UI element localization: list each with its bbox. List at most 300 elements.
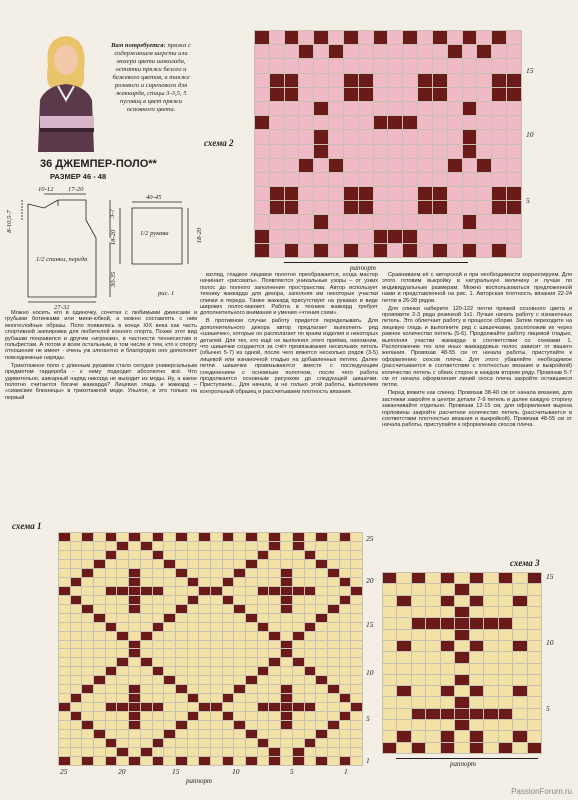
grid-cell — [176, 542, 187, 550]
grid-cell — [426, 686, 439, 696]
grid-cell — [164, 614, 175, 622]
grid-cell — [129, 605, 140, 613]
grid-cell — [388, 230, 402, 243]
grid-cell — [328, 658, 339, 666]
grid-cell — [433, 159, 447, 172]
grid-cell — [281, 560, 292, 568]
grid-cell — [397, 697, 410, 707]
grid-cell — [176, 748, 187, 756]
text-col3-p2: Для спинки наберите 120-122 петли пряжей основного цвета и провяжите 2-3 ряда резинкой 1х1. Лучше начать работу с изнаночных петель. Это облегчает работу в процессе сборки. Затем переходите на лицевую гладь и выполните ряд с шишечками, расположив их через равное количество петель (5-6). Продолжайте работу лицевой гладью, выполняя участки жаккарда в соответствии со схемами 1. Расположение тех или иных жаккардовых полос зависит от вашего желания. Провязав 48-55 см от начала работы, приступайте к оформлению скосов плеча. Для этого убавляйте необходимое (рассчитывается в соответствии с плотностью вязания и выкройкой) количество петель с обеих сторон в каждом втором ряду. Провязав 5-7 см от начала оформления линий скоса плеча закройте оставшиеся петли. — [382, 305, 572, 389]
grid-cell — [82, 569, 93, 577]
grid-cell — [269, 596, 280, 604]
grid-cell — [328, 551, 339, 559]
grid-cell — [448, 74, 462, 87]
grid-cell — [199, 605, 210, 613]
dim-armhole: 18-20 — [110, 229, 118, 246]
grid-cell — [211, 623, 222, 631]
grid-cell — [246, 542, 257, 550]
grid-cell — [351, 730, 362, 738]
grid-cell — [351, 614, 362, 622]
grid-cell — [344, 59, 358, 72]
grid-cell — [164, 667, 175, 675]
grid-cell — [199, 551, 210, 559]
grid-cell — [470, 584, 483, 594]
grid-cell — [293, 533, 304, 541]
grid-cell — [270, 45, 284, 58]
grid-cell — [270, 145, 284, 158]
grid-cell — [153, 596, 164, 604]
grid-cell — [82, 551, 93, 559]
scheme1-row-25: 25 — [366, 534, 374, 543]
grid-cell — [94, 641, 105, 649]
grid-cell — [223, 542, 234, 550]
grid-cell — [71, 641, 82, 649]
grid-cell — [528, 686, 541, 696]
grid-cell — [448, 31, 462, 44]
grid-cell — [441, 584, 454, 594]
grid-cell — [258, 533, 269, 541]
grid-cell — [397, 720, 410, 730]
grid-cell — [117, 748, 128, 756]
grid-cell — [388, 201, 402, 214]
grid-cell — [199, 587, 210, 595]
grid-cell — [418, 201, 432, 214]
grid-cell — [71, 649, 82, 657]
grid-cell — [463, 187, 477, 200]
grid-cell — [314, 88, 328, 101]
grid-cell — [305, 605, 316, 613]
grid-cell — [329, 201, 343, 214]
grid-cell — [129, 748, 140, 756]
grid-cell — [492, 201, 506, 214]
grid-cell — [305, 587, 316, 595]
grid-cell — [59, 569, 70, 577]
grid-cell — [397, 573, 410, 583]
grid-cell — [426, 720, 439, 730]
grid-cell — [153, 694, 164, 702]
grid-cell — [199, 667, 210, 675]
grid-cell — [383, 573, 396, 583]
grid-cell — [316, 569, 327, 577]
grid-cell — [314, 145, 328, 158]
grid-cell — [513, 652, 526, 662]
grid-cell — [293, 605, 304, 613]
grid-cell — [153, 757, 164, 765]
scheme2-title: схема 2 — [204, 138, 234, 148]
grid-cell — [316, 676, 327, 684]
grid-cell — [255, 159, 269, 172]
grid-cell — [340, 614, 351, 622]
grid-cell — [499, 584, 512, 594]
grid-cell — [513, 743, 526, 753]
grid-cell — [293, 757, 304, 765]
grid-cell — [433, 130, 447, 143]
grid-cell — [314, 59, 328, 72]
grid-cell — [211, 658, 222, 666]
grid-cell — [418, 59, 432, 72]
grid-cell — [285, 31, 299, 44]
grid-cell — [164, 676, 175, 684]
grid-cell — [255, 45, 269, 58]
scheme1-col-1: 1 — [344, 767, 348, 776]
grid-cell — [328, 649, 339, 657]
grid-cell — [344, 74, 358, 87]
grid-cell — [344, 116, 358, 129]
grid-cell — [340, 569, 351, 577]
grid-cell — [484, 675, 497, 685]
grid-cell — [455, 618, 468, 628]
grid-cell — [94, 632, 105, 640]
grid-cell — [270, 244, 284, 257]
grid-cell — [94, 569, 105, 577]
grid-cell — [71, 623, 82, 631]
grid-cell — [285, 159, 299, 172]
grid-cell — [513, 607, 526, 617]
grid-cell — [164, 748, 175, 756]
grid-cell — [129, 551, 140, 559]
grid-cell — [351, 712, 362, 720]
grid-cell — [328, 676, 339, 684]
grid-cell — [188, 739, 199, 747]
grid-cell — [199, 578, 210, 586]
grid-cell — [164, 569, 175, 577]
grid-cell — [153, 551, 164, 559]
grid-cell — [59, 605, 70, 613]
grid-cell — [433, 145, 447, 158]
grid-cell — [316, 542, 327, 550]
grid-cell — [269, 703, 280, 711]
grid-cell — [255, 31, 269, 44]
grid-cell — [484, 743, 497, 753]
grid-cell — [188, 551, 199, 559]
grid-cell — [463, 201, 477, 214]
grid-cell — [340, 703, 351, 711]
grid-cell — [528, 618, 541, 628]
grid-cell — [106, 694, 117, 702]
grid-cell — [188, 560, 199, 568]
grid-cell — [351, 757, 362, 765]
grid-cell — [299, 173, 313, 186]
grid-cell — [285, 45, 299, 58]
grid-cell — [211, 614, 222, 622]
grid-cell — [513, 731, 526, 741]
grid-cell — [164, 658, 175, 666]
grid-cell — [477, 230, 491, 243]
grid-cell — [258, 542, 269, 550]
grid-cell — [329, 102, 343, 115]
model-photo — [26, 30, 106, 152]
grid-cell — [223, 569, 234, 577]
grid-cell — [328, 730, 339, 738]
grid-cell — [418, 215, 432, 228]
grid-cell — [94, 748, 105, 756]
grid-cell — [246, 578, 257, 586]
grid-cell — [223, 533, 234, 541]
dim-shoulder: 17-20 — [68, 186, 84, 193]
grid-cell — [164, 560, 175, 568]
grid-cell — [106, 676, 117, 684]
grid-cell — [223, 721, 234, 729]
grid-cell — [448, 187, 462, 200]
grid-cell — [129, 560, 140, 568]
grid-cell — [269, 694, 280, 702]
grid-cell — [211, 578, 222, 586]
grid-cell — [269, 712, 280, 720]
grid-cell — [234, 641, 245, 649]
grid-cell — [403, 230, 417, 243]
grid-cell — [188, 605, 199, 613]
grid-cell — [293, 667, 304, 675]
grid-cell — [403, 130, 417, 143]
grid-cell — [281, 587, 292, 595]
text-col1-p1: Можно носить его в одиночку, сочетая с любимыми джинсами и грубыми ботинками или мини-юбкой, а можно составлять с ним многослойные образы. Поло появились в конце XIX века как часть спортивной экипировки для любителей конного спорта. Позже этот вид рубашки понравился и другим «игрокам», в частности теннисистам и гольфистам. А потом и всем остальным, в том числе и тем, кто к спорту отношения не имеет - очень уж элегантно и благородно оно дополняет повседневные наряды. — [5, 310, 197, 361]
grid-cell — [328, 605, 339, 613]
grid-cell — [397, 641, 410, 651]
grid-cell — [513, 641, 526, 651]
grid-cell — [403, 244, 417, 257]
grid-cell — [255, 74, 269, 87]
grid-cell — [223, 685, 234, 693]
grid-cell — [388, 145, 402, 158]
grid-cell — [153, 721, 164, 729]
grid-cell — [305, 578, 316, 586]
grid-cell — [492, 130, 506, 143]
grid-cell — [316, 667, 327, 675]
grid-cell — [383, 618, 396, 628]
grid-cell — [82, 703, 93, 711]
grid-cell — [269, 542, 280, 550]
scheme3-row-15: 15 — [546, 572, 554, 581]
grid-cell — [513, 675, 526, 685]
grid-cell — [329, 215, 343, 228]
grid-cell — [246, 605, 257, 613]
grid-cell — [513, 686, 526, 696]
grid-cell — [211, 596, 222, 604]
grid-cell — [106, 658, 117, 666]
grid-cell — [164, 596, 175, 604]
grid-cell — [305, 703, 316, 711]
grid-cell — [507, 31, 521, 44]
watermark: PassionForum.ru — [511, 787, 572, 796]
grid-cell — [499, 596, 512, 606]
grid-cell — [211, 542, 222, 550]
grid-cell — [59, 542, 70, 550]
grid-cell — [374, 130, 388, 143]
grid-cell — [463, 59, 477, 72]
grid-cell — [344, 215, 358, 228]
scheme1-repeat: раппорт — [186, 777, 212, 785]
grid-cell — [269, 533, 280, 541]
grid-cell — [223, 596, 234, 604]
grid-cell — [374, 116, 388, 129]
grid-cell — [359, 74, 373, 87]
grid-cell — [281, 676, 292, 684]
grid-cell — [153, 578, 164, 586]
grid-cell — [59, 587, 70, 595]
grid-cell — [269, 649, 280, 657]
grid-cell — [328, 685, 339, 693]
grid-cell — [176, 605, 187, 613]
grid-cell — [351, 542, 362, 550]
grid-cell — [258, 721, 269, 729]
grid-cell — [129, 676, 140, 684]
grid-cell — [258, 632, 269, 640]
grid-cell — [281, 623, 292, 631]
scheme2-row-15: 15 — [526, 66, 534, 75]
grid-cell — [397, 743, 410, 753]
grid-cell — [340, 551, 351, 559]
grid-cell — [484, 652, 497, 662]
grid-cell — [433, 173, 447, 186]
grid-cell — [246, 649, 257, 657]
grid-cell — [129, 533, 140, 541]
grid-cell — [234, 667, 245, 675]
grid-cell — [499, 607, 512, 617]
grid-cell — [129, 641, 140, 649]
grid-cell — [499, 630, 512, 640]
grid-cell — [141, 694, 152, 702]
grid-cell — [418, 102, 432, 115]
grid-cell — [463, 173, 477, 186]
grid-cell — [117, 533, 128, 541]
grid-cell — [351, 533, 362, 541]
grid-cell — [477, 159, 491, 172]
grid-cell — [492, 159, 506, 172]
grid-cell — [176, 685, 187, 693]
grid-cell — [141, 757, 152, 765]
grid-cell — [448, 102, 462, 115]
grid-cell — [94, 757, 105, 765]
grid-cell — [499, 743, 512, 753]
grid-cell — [153, 649, 164, 657]
grid-cell — [176, 614, 187, 622]
grid-cell — [164, 721, 175, 729]
grid-cell — [448, 244, 462, 257]
grid-cell — [426, 731, 439, 741]
grid-cell — [383, 686, 396, 696]
grid-cell — [153, 542, 164, 550]
grid-cell — [223, 632, 234, 640]
grid-cell — [82, 578, 93, 586]
grid-cell — [141, 596, 152, 604]
grid-cell — [164, 623, 175, 631]
grid-cell — [299, 244, 313, 257]
grid-cell — [463, 159, 477, 172]
grid-cell — [258, 694, 269, 702]
grid-cell — [199, 632, 210, 640]
grid-cell — [412, 630, 425, 640]
grid-cell — [94, 533, 105, 541]
grid-cell — [82, 649, 93, 657]
scheme1-col-15: 15 — [172, 767, 180, 776]
grid-cell — [211, 721, 222, 729]
grid-cell — [359, 130, 373, 143]
grid-cell — [492, 74, 506, 87]
grid-cell — [106, 587, 117, 595]
grid-cell — [234, 712, 245, 720]
grid-cell — [82, 694, 93, 702]
grid-cell — [153, 587, 164, 595]
grid-cell — [340, 685, 351, 693]
grid-cell — [412, 686, 425, 696]
grid-cell — [492, 145, 506, 158]
grid-cell — [270, 215, 284, 228]
grid-cell — [176, 676, 187, 684]
grid-cell — [94, 676, 105, 684]
grid-cell — [164, 730, 175, 738]
grid-cell — [106, 614, 117, 622]
grid-cell — [433, 201, 447, 214]
grid-cell — [374, 74, 388, 87]
grid-cell — [328, 596, 339, 604]
grid-cell — [455, 720, 468, 730]
grid-cell — [412, 720, 425, 730]
grid-cell — [176, 712, 187, 720]
grid-cell — [258, 596, 269, 604]
grid-cell — [328, 721, 339, 729]
grid-cell — [455, 630, 468, 640]
grid-cell — [59, 694, 70, 702]
grid-cell — [470, 664, 483, 674]
grid-cell — [223, 605, 234, 613]
grid-cell — [258, 667, 269, 675]
grid-cell — [141, 605, 152, 613]
grid-cell — [293, 712, 304, 720]
grid-cell — [329, 59, 343, 72]
grid-cell — [412, 573, 425, 583]
grid-cell — [199, 748, 210, 756]
grid-cell — [351, 623, 362, 631]
model-title: 36 ДЖЕМПЕР-ПОЛО** — [40, 158, 157, 170]
grid-cell — [374, 88, 388, 101]
grid-cell — [176, 641, 187, 649]
grid-cell — [340, 587, 351, 595]
grid-cell — [305, 614, 316, 622]
grid-cell — [106, 685, 117, 693]
grid-cell — [71, 542, 82, 550]
grid-cell — [269, 569, 280, 577]
grid-cell — [329, 145, 343, 158]
grid-cell — [59, 614, 70, 622]
grid-cell — [418, 145, 432, 158]
grid-cell — [270, 116, 284, 129]
grid-cell — [255, 187, 269, 200]
grid-cell — [528, 573, 541, 583]
grid-cell — [129, 694, 140, 702]
grid-cell — [477, 59, 491, 72]
grid-cell — [141, 641, 152, 649]
grid-cell — [484, 573, 497, 583]
grid-cell — [470, 743, 483, 753]
grid-cell — [223, 578, 234, 586]
grid-cell — [351, 685, 362, 693]
grid-cell — [246, 560, 257, 568]
scheme2-repeat-line — [284, 262, 468, 263]
grid-cell — [507, 201, 521, 214]
grid-cell — [383, 664, 396, 674]
grid-cell — [299, 59, 313, 72]
grid-cell — [388, 88, 402, 101]
grid-cell — [281, 641, 292, 649]
grid-cell — [199, 739, 210, 747]
grid-cell — [188, 578, 199, 586]
grid-cell — [246, 703, 257, 711]
grid-cell — [507, 215, 521, 228]
grid-cell — [285, 244, 299, 257]
grid-cell — [441, 630, 454, 640]
grid-cell — [164, 605, 175, 613]
grid-cell — [351, 721, 362, 729]
